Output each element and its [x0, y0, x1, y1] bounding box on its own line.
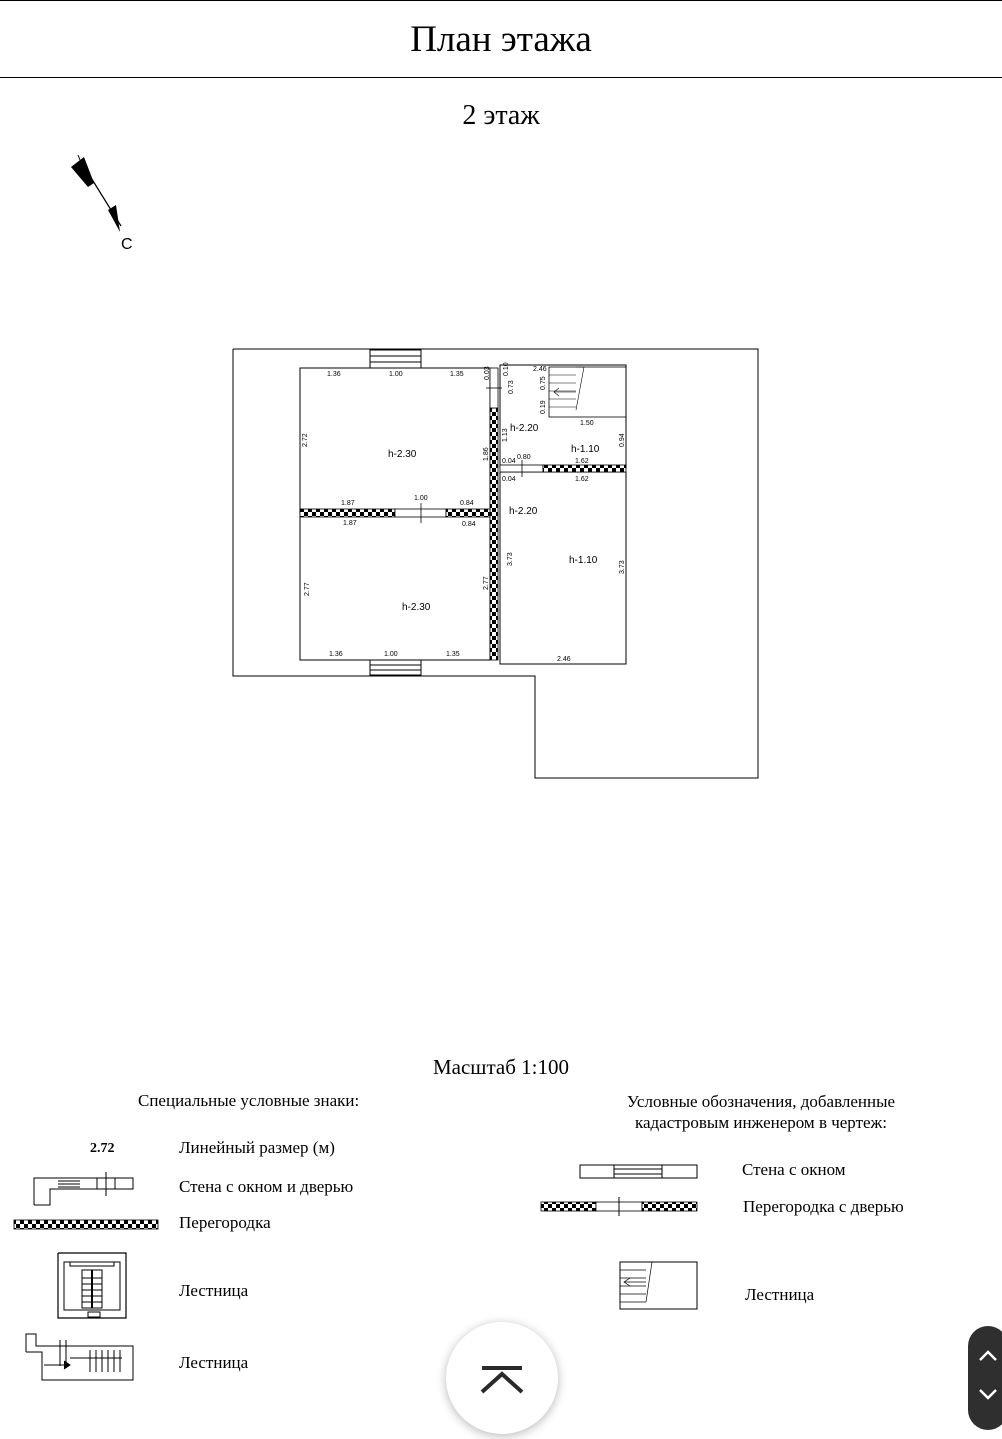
legend-item-stair: Лестница [179, 1353, 249, 1372]
height-label: h-2.20 [509, 506, 538, 517]
dimension-label: 1.62 [575, 476, 589, 483]
partition-vertical [490, 408, 498, 660]
scale-label: Масштаб 1:100 [432, 1055, 569, 1079]
dimension-label: 1.00 [389, 371, 403, 378]
dimension-label: 2.46 [557, 656, 571, 663]
dimension-label: 1.13 [502, 428, 509, 442]
legend-item-partition: Перегородка [179, 1213, 271, 1232]
height-label: h-2.30 [402, 602, 431, 613]
chevron-up-icon[interactable] [976, 1348, 1000, 1364]
legend-stair-icon [58, 1253, 126, 1318]
legend-partition-door-icon [541, 1197, 697, 1216]
dimension-label: 0.19 [540, 400, 547, 414]
legend-item-stair: Лестница [179, 1281, 249, 1300]
legend-wall-window-door-icon [34, 1172, 133, 1205]
dimension-label: 1.86 [483, 447, 490, 461]
scroll-to-top-button[interactable] [446, 1322, 558, 1434]
dimension-label: 3.73 [619, 560, 626, 574]
window-top [370, 350, 421, 368]
dimension-label: 2.46 [533, 366, 547, 373]
height-label: h-1.10 [571, 444, 600, 455]
door-horizontal-left [395, 509, 446, 517]
dimension-label: 0.75 [540, 376, 547, 390]
dimension-label: 1.35 [450, 371, 464, 378]
height-label: h-1.10 [569, 555, 598, 566]
room-lower-left [300, 513, 490, 660]
dimension-label: 2.72 [302, 433, 309, 447]
legend-right-title: Условные обозначения, добавленные кадастровым инженером в чертеж: [626, 1092, 896, 1132]
side-scroll-control[interactable] [968, 1326, 1002, 1430]
dimension-label: 0.04 [502, 476, 516, 483]
height-label: h-2.20 [510, 423, 539, 434]
stair-symbol [549, 367, 626, 417]
partition-horizontal-right [543, 465, 626, 472]
dimension-label: 3.73 [507, 552, 514, 566]
dimension-label: 2.77 [483, 576, 490, 590]
chevron-up-icon [446, 1322, 558, 1434]
compass-letter: С [121, 236, 133, 253]
dimension-label: 1.35 [446, 651, 460, 658]
floor-label: 2 этаж [462, 100, 540, 131]
dimension-label: 0.04 [502, 458, 516, 465]
dimension-label: 0.94 [619, 433, 626, 447]
legend-item-linear-dimension: Линейный размер (м) [179, 1138, 335, 1157]
height-label: h-2.30 [388, 449, 417, 460]
dimension-label: 1.00 [384, 651, 398, 658]
dimension-label: 0.84 [460, 500, 474, 507]
dimension-label: 1.87 [343, 520, 357, 527]
legend-item-wall-window-door: Стена с окном и дверью [179, 1177, 354, 1196]
legend-stair-icon [26, 1334, 133, 1380]
north-arrow-icon [71, 155, 133, 253]
dimension-label: 1.50 [580, 420, 594, 427]
partition-horizontal-left-a [300, 509, 395, 517]
legend-partition-icon [14, 1220, 158, 1229]
dimension-label: 0.84 [462, 521, 476, 528]
dimension-label: 1.00 [414, 495, 428, 502]
legend-sample-dimension: 2.72 [90, 1141, 115, 1156]
dimension-label: 1.87 [341, 500, 355, 507]
dimension-label: 1.62 [575, 458, 589, 465]
room-upper-right [500, 365, 626, 468]
legend-left-title: Специальные условные знаки: [138, 1091, 360, 1110]
dimension-label: 0.03 [484, 366, 491, 380]
dimension-label: 0.10 [503, 362, 510, 376]
dimension-label: 1.36 [329, 651, 343, 658]
dimension-label: 1.36 [327, 371, 341, 378]
door-horizontal-right [500, 465, 543, 472]
dimension-label: 0.80 [517, 454, 531, 461]
legend-item-partition-door: Перегородка с дверью [743, 1197, 904, 1216]
chevron-down-icon[interactable] [976, 1386, 1000, 1402]
legend-wall-window-icon [580, 1165, 697, 1178]
legend-item-stair-right: Лестница [745, 1285, 815, 1304]
dimension-label: 0.73 [508, 380, 515, 394]
page-title: План этажа [410, 19, 592, 60]
legend-stair-right-icon [620, 1262, 697, 1309]
window-bottom [370, 660, 421, 675]
legend-item-wall-window: Стена с окном [742, 1160, 846, 1179]
dimension-label: 2.77 [304, 582, 311, 596]
partition-horizontal-left-b [446, 509, 490, 517]
room-upper-left [300, 368, 490, 513]
room-lower-right [500, 472, 626, 664]
